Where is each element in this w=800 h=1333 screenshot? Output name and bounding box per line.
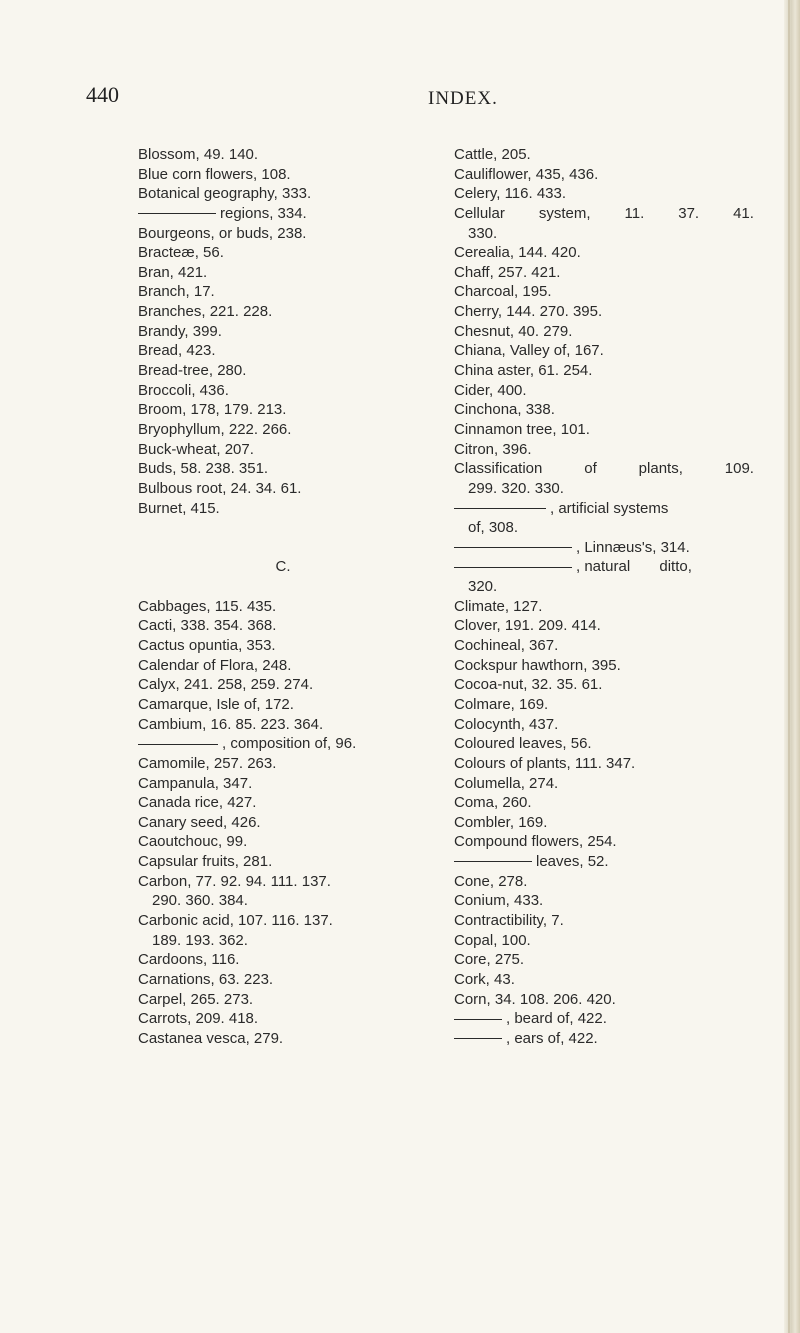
index-entry (138, 420, 428, 440)
entry-text: , composition of, 96. (222, 735, 357, 753)
ditto-dash (454, 861, 532, 862)
index-entry (454, 243, 754, 263)
entry-word: 37. (678, 204, 700, 222)
entry-word: system, (538, 204, 591, 222)
entry-text: Cocoa-nut, 32. 35. 61. (454, 676, 603, 694)
entry-text: Cerealia, 144. 420. (454, 244, 581, 262)
index-entry (138, 1029, 428, 1049)
entry-text: Caoutchouc, 99. (138, 833, 248, 851)
entry-text: , beard of, 422. (506, 1010, 607, 1028)
index-entry (454, 557, 754, 577)
entry-text: Burnet, 415. (138, 499, 220, 517)
entry-text: Cinchona, 338. (454, 401, 555, 419)
index-entry (454, 891, 754, 911)
index-entry (454, 204, 754, 224)
entry-text: Blossom, 49. 140. (138, 146, 259, 163)
running-head: INDEX. (428, 88, 498, 109)
entry-text: Buck-wheat, 207. (138, 440, 254, 458)
index-entry (138, 754, 428, 774)
index-entry (454, 145, 754, 165)
index-entry (138, 459, 428, 479)
index-entry (454, 538, 754, 558)
index-entry (138, 656, 428, 676)
index-entry (138, 774, 428, 794)
entry-text: Cauliflower, 435, 436. (454, 165, 599, 183)
index-entry (454, 990, 754, 1010)
entry-text: Blue corn flowers, 108. (138, 165, 291, 183)
index-entry (138, 361, 428, 381)
entry-text: Buds, 58. 238. 351. (138, 460, 269, 478)
entry-text: Camarque, Isle of, 172. (138, 695, 294, 713)
index-entry (454, 479, 754, 499)
index-entry (138, 990, 428, 1010)
index-entry (138, 931, 428, 951)
entry-text: , artificial systems (550, 499, 669, 517)
index-entry (454, 754, 754, 774)
index-entry (454, 970, 754, 990)
index-entry (454, 793, 754, 813)
entry-text: Botanical geography, 333. (138, 185, 312, 203)
index-entry (454, 499, 754, 519)
index-entry (454, 400, 754, 420)
index-entry (138, 891, 428, 911)
entry-word: plants, (638, 460, 683, 478)
index-entry (138, 400, 428, 420)
index-entry (138, 970, 428, 990)
page-edge-rule (788, 0, 790, 1333)
index-entry (138, 341, 428, 361)
entry-text: Core, 275. (454, 951, 525, 969)
entry-text: Colours of plants, 111. 347. (454, 754, 636, 772)
index-entry (454, 361, 754, 381)
entry-text: Branch, 17. (138, 283, 215, 301)
index-entry (138, 1009, 428, 1029)
entry-text: Branches, 221. 228. (138, 303, 273, 321)
entry-text: Bread, 423. (138, 342, 216, 360)
index-entry (138, 734, 428, 754)
index-entry (138, 145, 428, 165)
index-entry (454, 734, 754, 754)
entry-text: Copal, 100. (454, 931, 531, 949)
entry-text: , ears of, 422. (506, 1029, 598, 1047)
index-entry (454, 459, 754, 479)
entry-text: , natural ditto, (576, 558, 692, 576)
index-entry (454, 597, 754, 617)
entry-text: Bread-tree, 280. (138, 362, 247, 380)
index-entry (138, 872, 428, 892)
entry-text: Colocynth, 437. (454, 715, 559, 733)
index-entry (454, 1029, 754, 1049)
entry-text: Cambium, 16. 85. 223. 364. (138, 715, 324, 733)
entry-text: Corn, 34. 108. 206. 420. (454, 990, 616, 1008)
index-entry (454, 165, 754, 185)
index-entry (454, 852, 754, 872)
entry-text: Chiana, Valley of, 167. (454, 342, 604, 360)
entry-text: Broom, 178, 179. 213. (138, 401, 287, 419)
index-entry (454, 695, 754, 715)
entry-text: Cochineal, 367. (454, 637, 559, 655)
index-entry (138, 911, 428, 931)
entry-text: Cabbages, 115. 435. (138, 597, 277, 615)
index-entry (138, 950, 428, 970)
index-entry (454, 302, 754, 322)
index-entry (138, 479, 428, 499)
entry-text: Carrots, 209. 418. (138, 1010, 259, 1028)
entry-word: of (584, 460, 597, 478)
index-entry (454, 420, 754, 440)
index-entry (138, 715, 428, 735)
index-entry (454, 813, 754, 833)
blank-line (138, 538, 428, 558)
index-entry (454, 1009, 754, 1029)
index-entry (138, 813, 428, 833)
entry-text: Cactus opuntia, 353. (138, 637, 276, 655)
entry-text: Cattle, 205. (454, 146, 531, 163)
ditto-dash (454, 1038, 502, 1039)
entry-word: 109. (724, 460, 754, 478)
index-entry (138, 793, 428, 813)
entry-text: Calyx, 241. 258, 259. 274. (138, 676, 314, 694)
index-entry (454, 381, 754, 401)
entry-word: Cellular (454, 204, 505, 222)
index-entry (138, 322, 428, 342)
entry-text: Clover, 191. 209. 414. (454, 617, 601, 635)
entry-word: 41. (733, 204, 754, 222)
entry-text: Campanula, 347. (138, 774, 253, 792)
entry-text: 290. 360. 384. (152, 892, 248, 910)
index-entry (454, 832, 754, 852)
index-entry (138, 597, 428, 617)
entry-text: Cork, 43. (454, 970, 515, 988)
entry-text: Coloured leaves, 56. (454, 735, 592, 753)
ditto-dash (454, 567, 572, 568)
index-entry (454, 577, 754, 597)
index-entry (454, 341, 754, 361)
ditto-dash (454, 547, 572, 548)
entry-text: , Linnæus's, 314. (576, 538, 690, 556)
entry-text: Capsular fruits, 281. (138, 853, 273, 871)
index-entry (138, 440, 428, 460)
ditto-dash (138, 744, 218, 745)
entry-text: Contractibility, 7. (454, 911, 564, 929)
index-entry (454, 774, 754, 794)
entry-text: Chesnut, 40. 279. (454, 322, 573, 340)
index-entry (454, 184, 754, 204)
entry-text: Citron, 396. (454, 440, 532, 458)
entry-text: Carpel, 265. 273. (138, 990, 254, 1008)
ditto-dash (454, 508, 546, 509)
index-entry (138, 184, 428, 204)
entry-text: C. (275, 558, 291, 576)
index-entry (454, 616, 754, 636)
index-entry (454, 263, 754, 283)
index-entry (138, 243, 428, 263)
entry-text: Calendar of Flora, 248. (138, 656, 292, 674)
entry-text: Broccoli, 436. (138, 381, 229, 399)
index-entry (138, 263, 428, 283)
entry-text: Celery, 116. 433. (454, 185, 567, 203)
entry-text: Charcoal, 195. (454, 283, 552, 301)
entry-text: Columella, 274. (454, 774, 559, 792)
index-entry (454, 224, 754, 244)
entry-text: Colmare, 169. (454, 695, 549, 713)
entry-text: Cockspur hawthorn, 395. (454, 656, 621, 674)
entry-text: leaves, 52. (536, 853, 609, 871)
entry-text: regions, 334. (220, 204, 307, 222)
entry-text: Conium, 433. (454, 892, 544, 910)
entry-word: 11. (624, 204, 645, 222)
index-entry (454, 715, 754, 735)
index-entry (138, 695, 428, 715)
index-entry (138, 204, 428, 224)
ditto-dash (138, 213, 216, 214)
entry-text: Bourgeons, or buds, 238. (138, 224, 307, 242)
entry-text: Bracteæ, 56. (138, 244, 224, 262)
entry-text: 299. 320. 330. (468, 479, 564, 497)
entry-text: Brandy, 399. (138, 322, 222, 340)
blank-line (138, 577, 428, 597)
index-entry (454, 931, 754, 951)
entry-text: Carbonic acid, 107. 116. 137. (138, 911, 333, 929)
index-entry (454, 440, 754, 460)
ditto-dash (454, 1019, 502, 1020)
entry-text: Bulbous root, 24. 34. 61. (138, 479, 302, 497)
entry-text: Climate, 127. (454, 597, 543, 615)
entry-text: Castanea vesca, 279. (138, 1029, 284, 1047)
index-column-right (454, 145, 754, 1048)
entry-text: of, 308. (468, 519, 519, 537)
index-entry (138, 282, 428, 302)
index-entry (454, 675, 754, 695)
entry-text: Canada rice, 427. (138, 794, 257, 812)
entry-text: Cone, 278. (454, 872, 528, 890)
entry-text: China aster, 61. 254. (454, 362, 593, 380)
index-entry (454, 518, 754, 538)
index-entry (138, 224, 428, 244)
entry-text: Combler, 169. (454, 813, 548, 831)
page-edge (784, 0, 800, 1333)
entry-text: Compound flowers, 254. (454, 833, 617, 851)
index-entry (138, 499, 428, 519)
index-entry (454, 636, 754, 656)
index-entry (454, 950, 754, 970)
index-entry (138, 165, 428, 185)
index-entry (138, 852, 428, 872)
index-entry (138, 636, 428, 656)
index-entry (454, 872, 754, 892)
entry-text: Cinnamon tree, 101. (454, 420, 590, 438)
entry-text: Chaff, 257. 421. (454, 263, 561, 281)
index-entry (454, 322, 754, 342)
entry-text: Bryophyllum, 222. 266. (138, 420, 292, 438)
blank-line (138, 518, 428, 538)
index-column-left (138, 145, 428, 1048)
entry-text: Camomile, 257. 263. (138, 754, 277, 772)
entry-text: Cacti, 338. 354. 368. (138, 617, 277, 635)
entry-text: 189. 193. 362. (152, 931, 248, 949)
index-entry (138, 616, 428, 636)
entry-text: Carnations, 63. 223. (138, 970, 274, 988)
entry-text: Coma, 260. (454, 794, 532, 812)
index-entry (138, 302, 428, 322)
entry-text: Cherry, 144. 270. 395. (454, 303, 603, 321)
entry-text: Cardoons, 116. (138, 951, 240, 969)
index-entry (138, 832, 428, 852)
index-entry (454, 282, 754, 302)
section-letter-heading (138, 557, 428, 577)
index-entry (454, 656, 754, 676)
entry-text: Canary seed, 426. (138, 813, 261, 831)
entry-text: Carbon, 77. 92. 94. 111. 137. (138, 872, 331, 890)
entry-text: Bran, 421. (138, 263, 208, 281)
entry-text: Cider, 400. (454, 381, 527, 399)
index-entry (138, 381, 428, 401)
entry-text: 330. (468, 224, 498, 242)
entry-text: 320. (468, 578, 498, 596)
index-entry (138, 675, 428, 695)
index-entry (454, 911, 754, 931)
entry-word: Classification (454, 460, 543, 478)
page-number: 440 (86, 82, 119, 107)
